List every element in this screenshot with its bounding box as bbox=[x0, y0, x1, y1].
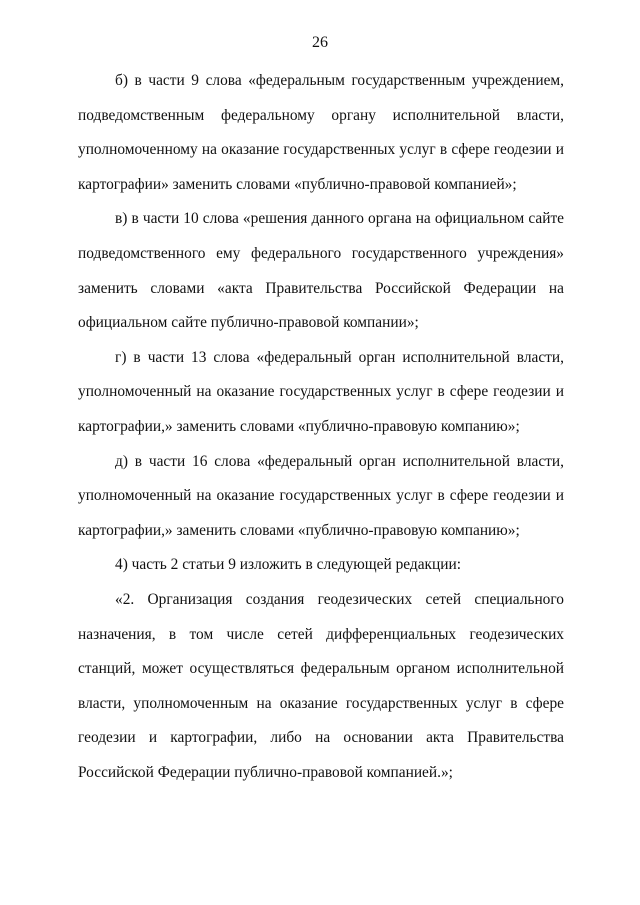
paragraph-quoted-part-2: «2. Организация создания геодезических сетей специального назначения, в том числе сетей дифференциальных геодезических станций, может осуществляться федеральным органом исполнительной власти, уполномоченным на оказание государственных услуг в сфере геодезии и картографии, либо на основании акта Правительства Российской Федерации публично-правовой компанией.»; bbox=[78, 590, 564, 781]
paragraph-g-part-13: г) в части 13 слова «федеральный орган исполнительной власти, уполномоченный на оказание государственных услуг в сфере геодезии и картографии,» заменить словами «публично-правовую компанию»; bbox=[78, 348, 564, 435]
paragraph-v-part-10: в) в части 10 слова «решения данного органа на официальном сайте подведомственного ему федерального государственного учреждения» заменить словами «акта Правительства Российской Федерации на официальном сайте публично-правовой компании»; bbox=[78, 210, 564, 332]
paragraph-item-4: 4) часть 2 статьи 9 изложить в следующей редакции: bbox=[115, 556, 462, 574]
page-number: 26 bbox=[312, 34, 328, 51]
paragraph-b-part-9: б) в части 9 слова «федеральным государственным учреждением, подведомственным федеральному органу исполнительной власти, уполномоченному на оказание государственных услуг в сфере геодезии и картографии» заменить словами «публично-правовой компанией»; bbox=[78, 72, 564, 193]
paragraph-d-part-16: д) в части 16 слова «федеральный орган исполнительной власти, уполномоченный на оказание государственных услуг в сфере геодезии и картографии,» заменить словами «публично-правовую компанию»; bbox=[78, 452, 564, 539]
document-body bbox=[78, 64, 564, 790]
